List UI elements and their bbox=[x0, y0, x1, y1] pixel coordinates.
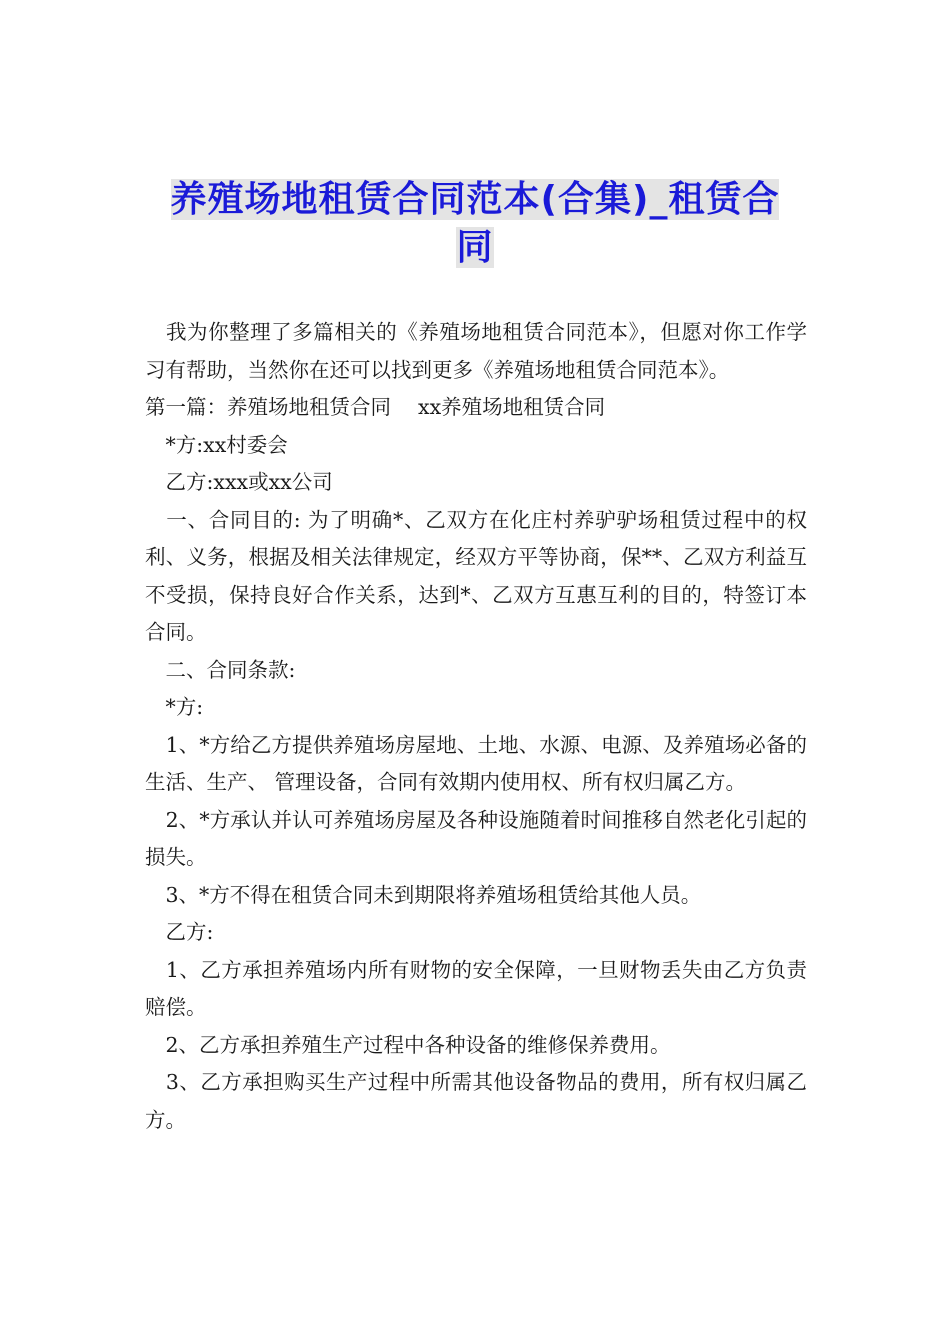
paragraph-intro: 我为你整理了多篇相关的《养殖场地租赁合同范本》，但愿对你工作学习有帮助，当然你在还可以找到更多《养殖场地租赁合同范本》。 bbox=[145, 320, 807, 382]
paragraph-clauses-heading: 二、合同条款: bbox=[145, 657, 296, 682]
paragraph-party-b: 乙方:xxx或xx公司 bbox=[145, 470, 333, 494]
paragraph-a-clause-1: 1、*方给乙方提供养殖场房屋地、土地、水源、电源、及养殖场必备的生活、生产、 管理设备，合同有效期内使用权、所有权归属乙方。 bbox=[145, 732, 807, 794]
paragraph-chapter-heading: 第一篇：养殖场地租赁合同 xx养殖场地租赁合同 bbox=[145, 395, 606, 419]
paragraph-purpose: 一、合同目的: 为了明确*、乙双方在化庄村养驴驴场租赁过程中的权利、义务，根据及相关法律规定，经双方平等协商，保**、乙双方利益互不受损，保持良好合作关系，达到*、乙双方互惠互利的目的，特签订本合同。 bbox=[145, 507, 807, 644]
document-body bbox=[145, 314, 807, 1139]
paragraph-a-clause-2: 2、*方承认并认可养殖场房屋及各种设施随着时间推移自然老化引起的损失。 bbox=[145, 807, 807, 869]
paragraph-party-a-label: *方: bbox=[145, 695, 204, 719]
title-line-2 bbox=[453, 224, 496, 272]
paragraph-a-clause-3: 3、*方不得在租赁合同未到期限将养殖场租赁给其他人员。 bbox=[145, 882, 702, 907]
title-line-1 bbox=[168, 176, 783, 224]
paragraph-party-a: *方:xx村委会 bbox=[145, 432, 288, 457]
paragraph-b-clause-2: 2、乙方承担养殖生产过程中各种设备的维修保养费用。 bbox=[145, 1032, 671, 1057]
paragraph-b-clause-1: 1、乙方承担养殖场内所有财物的安全保障，一旦财物丢失由乙方负责赔偿。 bbox=[145, 957, 807, 1019]
title-text-1: 养殖场地租赁合同范本(合集)_租赁合 bbox=[170, 179, 780, 220]
title-text-2: 同 bbox=[456, 227, 494, 268]
document-title bbox=[0, 176, 950, 272]
paragraph-b-clause-3: 3、乙方承担购买生产过程中所需其他设备物品的费用，所有权归属乙方。 bbox=[145, 1070, 807, 1132]
paragraph-party-b-label: 乙方: bbox=[145, 920, 214, 944]
